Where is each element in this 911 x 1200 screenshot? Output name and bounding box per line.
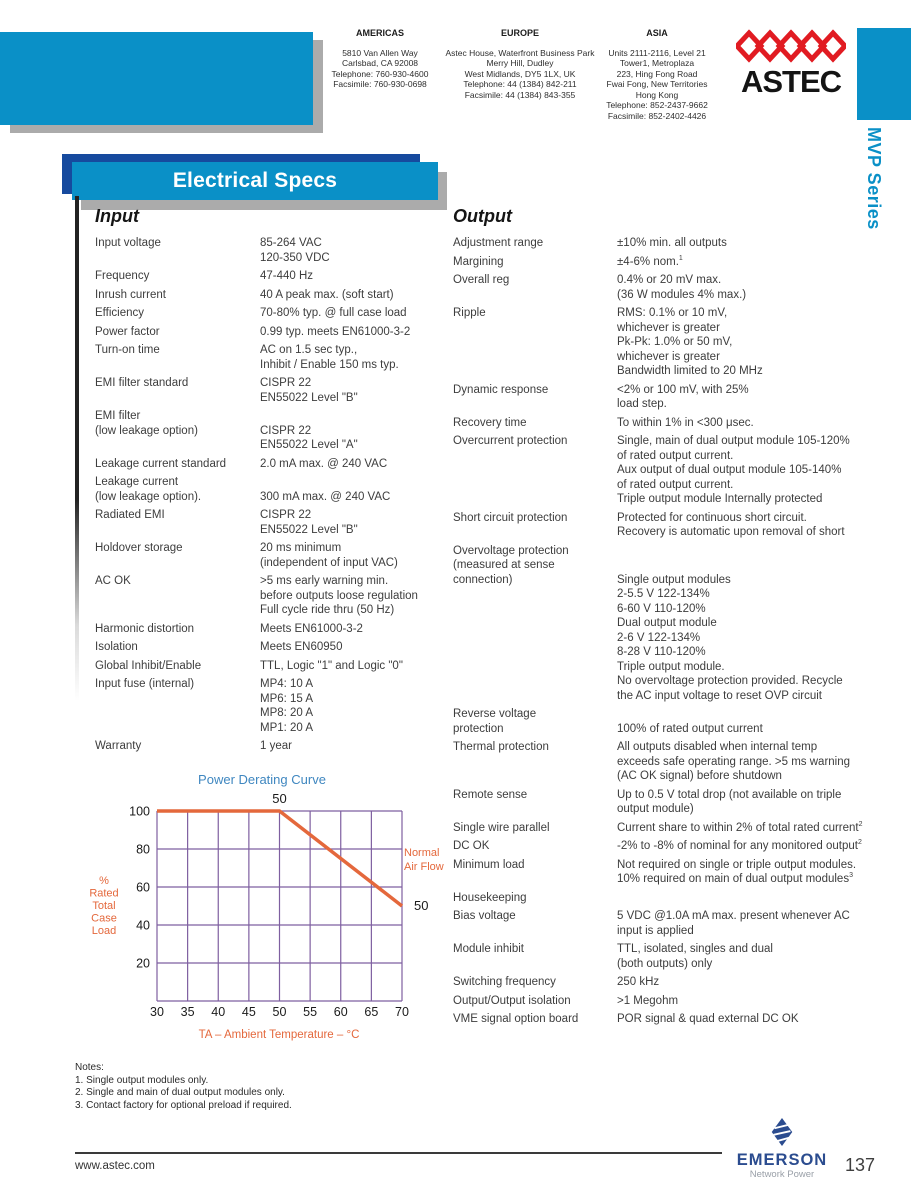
spec-value: >1 Megohm — [617, 994, 679, 1007]
spec-value: 250 kHz — [617, 976, 660, 988]
office-line: Telephone: 760-930-4600 — [331, 68, 429, 79]
chart-ytick-label: 20 — [136, 956, 150, 971]
spec-label: Inrush current — [95, 288, 166, 301]
website-link[interactable]: www.astec.com — [75, 1160, 155, 1172]
spec-row — [453, 255, 898, 270]
spec-label: Module inhibit — [453, 943, 524, 955]
spec-label: Minimum load — [453, 858, 525, 871]
spec-label: Overall reg — [453, 274, 510, 286]
spec-label: DC OK — [453, 840, 490, 852]
chart-xlabel: TA – Ambient Temperature – °C — [198, 1029, 360, 1041]
spec-value: 70-80% typ. @ full case load — [260, 307, 407, 319]
astec-logo-text: ASTEC — [740, 64, 842, 99]
banner-title: Electrical Specs — [172, 169, 338, 192]
chart-ytick-label: 80 — [136, 842, 150, 857]
office-line: Hong Kong — [635, 89, 679, 100]
spec-label: Adjustment range — [453, 237, 544, 249]
spec-row — [95, 457, 455, 472]
input-section-title: Input — [95, 206, 139, 226]
spec-value: 0.99 typ. meets EN61000-3-2 — [260, 325, 411, 338]
emerson-diamond-icon — [771, 1118, 793, 1146]
emerson-wordmark: EMERSON — [736, 1151, 828, 1169]
spec-label: Leakage current standard — [95, 457, 227, 470]
chart-xtick-label: 55 — [303, 1005, 318, 1019]
output-specs-section — [453, 206, 898, 1031]
spec-label: Thermal protection — [453, 741, 549, 753]
spec-row — [95, 343, 455, 372]
spec-row — [95, 409, 455, 453]
spec-value: 40 A peak max. (soft start) — [260, 288, 394, 301]
spec-value: Meets EN61000-3-2 — [260, 622, 363, 635]
spec-value: -2% to -8% of nominal for any monitored output$^2$ — [617, 839, 862, 852]
spec-value: RMS: 0.1% or 10 mV, whichever is greater Pk-Pk: 1.0% or 50 mV, whichever is greater Bandwidth limited to 20 MHz — [617, 307, 763, 377]
spec-value: 300 mA max. @ 240 VAC — [260, 490, 391, 503]
spec-value: All outputs disabled when internal temp exceeds safe operating range. >5 ms warning (AC OK signal) before shutdown — [617, 741, 851, 782]
spec-label: Switching frequency — [453, 976, 556, 988]
spec-row — [453, 544, 898, 704]
astec-diamonds-icon — [736, 28, 846, 64]
spec-value: MP4: 10 A MP6: 15 A MP8: 20 A MP1: 20 A — [260, 678, 314, 734]
office-line: Facsimile: 760-930-0698 — [333, 79, 427, 89]
spec-value: 85-264 VAC 120-350 VDC — [260, 237, 330, 264]
chart-xtick-label: 45 — [241, 1005, 256, 1019]
output-section-title: Output — [453, 206, 512, 226]
spec-label: Radiated EMI — [95, 509, 165, 521]
spec-row — [453, 306, 898, 379]
office-line: Units 2111-2116, Level 21 — [608, 47, 706, 58]
spec-label: Frequency — [95, 270, 150, 282]
spec-value: 2.0 mA max. @ 240 VAC — [260, 457, 388, 470]
spec-row — [453, 740, 898, 784]
office-line: 223, Hing Fong Road — [616, 68, 698, 79]
spec-label: Recovery time — [453, 416, 527, 429]
spec-label: Output/Output isolation — [453, 994, 571, 1007]
notes-heading: Notes: — [75, 1062, 104, 1073]
spec-row — [95, 659, 455, 674]
chart-ylabel-line: Rated — [89, 887, 119, 900]
spec-label: Short circuit protection — [453, 511, 568, 524]
spec-value: TTL, Logic "1" and Logic "0" — [260, 659, 403, 672]
office-address — [318, 28, 442, 90]
spec-label: Warranty — [95, 740, 142, 752]
spec-row — [95, 541, 455, 570]
chart-series-label: Air Flow — [404, 861, 444, 873]
office-region: EUROPE — [500, 28, 539, 38]
spec-label: Bias voltage — [453, 910, 516, 922]
left-vertical-rule — [75, 196, 79, 701]
spec-row — [95, 508, 455, 537]
spec-label: Global Inhibit/Enable — [95, 659, 202, 672]
spec-label: EMI filter (low leakage option) — [95, 410, 198, 437]
office-line: Astec House, Waterfront Business Park — [445, 47, 595, 58]
spec-row — [453, 909, 898, 938]
spec-value: Up to 0.5 V total drop (not available on triple output module) — [617, 788, 842, 815]
spec-label: Housekeeping — [453, 891, 527, 904]
spec-value: CISPR 22 EN55022 Level "B" — [260, 377, 358, 404]
chart-annotation: 50 — [272, 791, 287, 806]
spec-label: Reverse voltage protection — [453, 708, 537, 735]
output-spec-rows — [453, 236, 898, 1027]
spec-value: >5 ms early warning min. before outputs loose regulation Full cycle ride thru (50 Hz) — [260, 575, 418, 616]
spec-row — [95, 376, 455, 405]
spec-value: 1 year — [260, 740, 292, 752]
spec-value: TTL, isolated, singles and dual (both outputs) only — [617, 943, 773, 970]
spec-label: AC OK — [95, 575, 131, 587]
footer-divider — [75, 1152, 722, 1154]
spec-row — [95, 677, 455, 735]
spec-label: Ripple — [453, 307, 486, 319]
chart-ylabel-line: Load — [91, 925, 117, 937]
note-line: 1. Single output modules only. — [75, 1074, 209, 1086]
chart-annotation: 50 — [414, 898, 429, 913]
spec-value: Not required on single or triple output modules. 10% required on main of dual output modules$^3$ — [617, 858, 857, 885]
office-address — [592, 28, 722, 121]
spec-value: 20 ms minimum (independent of input VAC) — [260, 542, 398, 569]
office-line: West Midlands, DY5 1LX, UK — [464, 68, 576, 79]
office-line: 5810 Van Allen Way — [342, 47, 418, 58]
spec-row — [95, 574, 455, 618]
office-region: ASIA — [646, 28, 668, 38]
spec-row — [453, 416, 898, 431]
spec-label: Margining — [453, 255, 504, 268]
spec-value: <2% or 100 mV, with 25% load step. — [617, 383, 749, 410]
spec-row — [95, 739, 455, 754]
section-banner — [72, 162, 438, 200]
chart-xtick-label: 60 — [333, 1005, 348, 1019]
spec-value: 5 VDC @1.0A mA max. present whenever AC input is applied — [617, 910, 850, 937]
office-region: AMERICAS — [355, 28, 404, 38]
spec-label: EMI filter standard — [95, 377, 189, 389]
spec-row — [95, 236, 455, 265]
chart-ylabel-line: % — [99, 875, 109, 887]
chart-ytick-label: 40 — [136, 918, 150, 933]
office-line: Telephone: 852-2437-9662 — [606, 100, 708, 110]
astec-logo — [727, 28, 855, 97]
chart-xtick-label: 40 — [211, 1005, 226, 1019]
spec-row — [95, 640, 455, 655]
spec-label: Holdover storage — [95, 542, 183, 554]
spec-label: VME signal option board — [453, 1013, 579, 1025]
input-specs-section — [95, 206, 455, 758]
chart-ytick-label: 100 — [129, 804, 150, 819]
spec-value: ±10% min. all outputs — [617, 237, 727, 249]
chart-ylabel-line: Total — [92, 900, 116, 912]
note-line: 2. Single and main of dual output modules only. — [75, 1087, 285, 1098]
office-line: Facsimile: 852-2402-4426 — [607, 110, 707, 121]
spec-value: 0.4% or 20 mV max. (36 W modules 4% max.) — [617, 274, 747, 301]
office-line: Fwai Fong, New Territories — [606, 79, 708, 89]
series-label: MVP Series — [864, 127, 884, 230]
spec-label: Isolation — [95, 641, 138, 653]
spec-row — [453, 942, 898, 971]
office-line: Merry Hill, Dudley — [486, 58, 554, 68]
spec-row — [453, 821, 898, 836]
spec-row — [453, 383, 898, 412]
spec-row — [453, 236, 898, 251]
spec-value: Protected for continuous short circuit. Recovery is automatic upon removal of short — [617, 511, 845, 538]
chart-ytick-label: 60 — [136, 880, 150, 895]
chart-xtick-label: 50 — [272, 1005, 287, 1019]
spec-row — [95, 325, 455, 340]
spec-label: Input fuse (internal) — [95, 678, 195, 690]
spec-row — [453, 975, 898, 990]
office-line: Carlsbad, CA 92008 — [341, 58, 419, 68]
spec-label: Efficiency — [95, 307, 145, 319]
spec-row — [453, 994, 898, 1009]
power-derating-chart — [82, 770, 474, 1044]
spec-value: POR signal & quad external DC OK — [617, 1013, 799, 1025]
spec-value: CISPR 22 EN55022 Level "B" — [260, 509, 358, 536]
chart-ylabel-line: Case — [91, 912, 117, 925]
spec-value: Single, main of dual output module 105-120% of rated output current. Aux output of dual output module 105-140% of rated output current. Triple output module Internally protected — [617, 435, 850, 505]
spec-row — [95, 475, 455, 504]
chart-xtick-label: 70 — [395, 1005, 409, 1019]
chart-xtick-label: 30 — [150, 1005, 164, 1019]
office-line: Telephone: 44 (1384) 842-211 — [463, 79, 577, 89]
spec-row — [95, 306, 455, 321]
spec-value: Current share to within 2% of total rated current$^2$ — [617, 820, 863, 834]
emerson-subtitle: Network Power — [749, 1169, 815, 1180]
spec-row — [453, 891, 898, 906]
spec-row — [453, 434, 898, 507]
page-number: 137 — [845, 1155, 876, 1175]
note-line: 3. Contact factory for optional preload if required. — [75, 1099, 292, 1111]
spec-value: 100% of rated output current — [617, 722, 763, 735]
spec-value: CISPR 22 EN55022 Level "A" — [260, 424, 358, 451]
spec-label: Single wire parallel — [453, 821, 550, 834]
spec-row — [453, 788, 898, 817]
spec-row — [453, 858, 898, 887]
spec-label: Turn-on time — [95, 344, 160, 356]
office-line: Tower1, Metroplaza — [619, 58, 695, 68]
chart-xtick-label: 65 — [364, 1005, 379, 1019]
spec-label: Overvoltage protection (measured at sense connection) — [453, 544, 569, 586]
spec-row — [453, 511, 898, 540]
spec-label: Power factor — [95, 325, 160, 338]
sidebar-color-block — [857, 28, 911, 120]
spec-row — [453, 839, 898, 854]
spec-row — [95, 622, 455, 637]
input-spec-rows — [95, 236, 455, 754]
chart-title: Power Derating Curve — [198, 772, 326, 787]
spec-label: Remote sense — [453, 788, 528, 801]
emerson-logo — [726, 1118, 838, 1181]
spec-label: Overcurrent protection — [453, 435, 568, 447]
office-address — [430, 28, 610, 100]
office-line: Facsimile: 44 (1384) 843-355 — [464, 89, 576, 100]
spec-value: AC on 1.5 sec typ., Inhibit / Enable 150 ms typ. — [260, 344, 399, 371]
chart-series-label: Normal — [404, 847, 440, 859]
spec-label: Dynamic response — [453, 383, 549, 396]
spec-value: 47-440 Hz — [260, 270, 314, 282]
chart-xtick-label: 35 — [180, 1005, 195, 1019]
spec-value: Meets EN60950 — [260, 641, 343, 653]
spec-value — [617, 891, 898, 906]
notes-block — [75, 1062, 292, 1112]
derating-chart-svg — [82, 790, 474, 1044]
spec-label: Leakage current (low leakage option). — [95, 476, 202, 503]
spec-row — [453, 273, 898, 302]
spec-label: Harmonic distortion — [95, 622, 195, 635]
spec-value: To within 1% in <300 μsec. — [617, 416, 754, 429]
notes-items — [75, 1075, 292, 1113]
spec-row — [95, 269, 455, 284]
spec-value: Single output modules 2-5.5 V 122-134% 6-60 V 110-120% Dual output module 2-6 V 122-134% 8-28 V 110-120% Triple output module. No overvoltage protection provided. Recycle the AC input voltage to reset OVP circuit — [617, 573, 843, 702]
spec-label: Input voltage — [95, 237, 161, 249]
spec-row — [453, 707, 898, 736]
spec-row — [95, 288, 455, 303]
spec-value: ±4-6% nom.$^1$ — [617, 254, 683, 268]
spec-row — [453, 1012, 898, 1027]
